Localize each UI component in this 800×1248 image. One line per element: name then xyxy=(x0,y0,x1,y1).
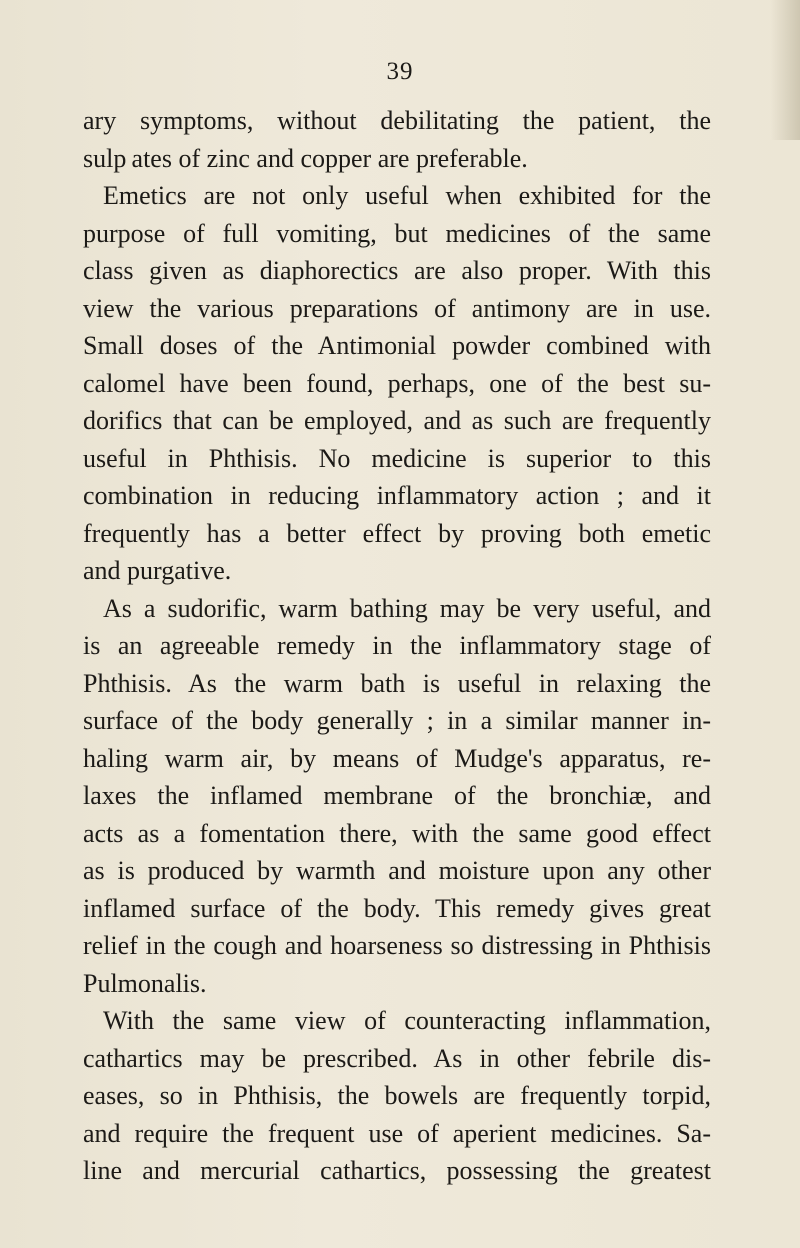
text-line: acts as a fomentation there, with the same good effect xyxy=(83,818,711,848)
text-line: Emetics are not only useful when exhibited for the xyxy=(103,181,711,210)
text-line: combination in reducing inflammatory action ; and it xyxy=(83,481,711,510)
text-line: and require the frequent use of aperient medicines. Sa- xyxy=(83,1118,711,1148)
text-line: class given as diaphorectics are also proper. With this xyxy=(83,256,711,285)
text-line: As a sudorific, warm bathing may be very useful, and xyxy=(103,593,711,623)
text-line: sulp ates of zinc and copper are preferable. xyxy=(83,143,528,173)
text-line: Pulmonalis. xyxy=(83,968,207,998)
text-line: line and mercurial cathartics, possessing the greatest xyxy=(83,1156,711,1185)
text-line: surface of the body generally ; in a similar manner in- xyxy=(83,706,711,735)
text-line: and purgative. xyxy=(83,556,232,585)
text-line: as is produced by warmth and moisture upon any other xyxy=(83,856,711,885)
text-line: purpose of full vomiting, but medicines of the same xyxy=(83,218,711,248)
text-line: view the various preparations of antimony are in use. xyxy=(83,293,711,323)
text-line: frequently has a better effect by proving both emetic xyxy=(83,518,711,548)
text-line: eases, so in Phthisis, the bowels are frequently torpid, xyxy=(83,1081,711,1110)
text-line: haling warm air, by means of Mudge's apparatus, re- xyxy=(83,743,711,773)
text-line: dorifics that can be employed, and as such are frequently xyxy=(83,406,711,435)
body-text xyxy=(83,102,711,1190)
text-line: relief in the cough and hoarseness so distressing in Phthisis xyxy=(83,931,711,960)
text-line: Small doses of the Antimonial powder combined with xyxy=(83,331,711,360)
text-line: With the same view of counteracting inflammation, xyxy=(103,1006,711,1035)
text-line: ary symptoms, without debilitating the patient, the xyxy=(83,106,711,135)
text-line: laxes the inflamed membrane of the bronchiæ, and xyxy=(83,781,711,810)
text-line: calomel have been found, perhaps, one of the best su- xyxy=(83,368,711,398)
page-number: 39 xyxy=(386,58,414,85)
text-line: Phthisis. As the warm bath is useful in relaxing the xyxy=(83,668,711,698)
text-line: is an agreeable remedy in the inflammatory stage of xyxy=(83,631,711,660)
text-line: useful in Phthisis. No medicine is superior to this xyxy=(83,443,711,473)
text-line: cathartics may be prescribed. As in other febrile dis- xyxy=(83,1043,711,1073)
text-line: inflamed surface of the body. This remedy gives great xyxy=(83,893,711,923)
